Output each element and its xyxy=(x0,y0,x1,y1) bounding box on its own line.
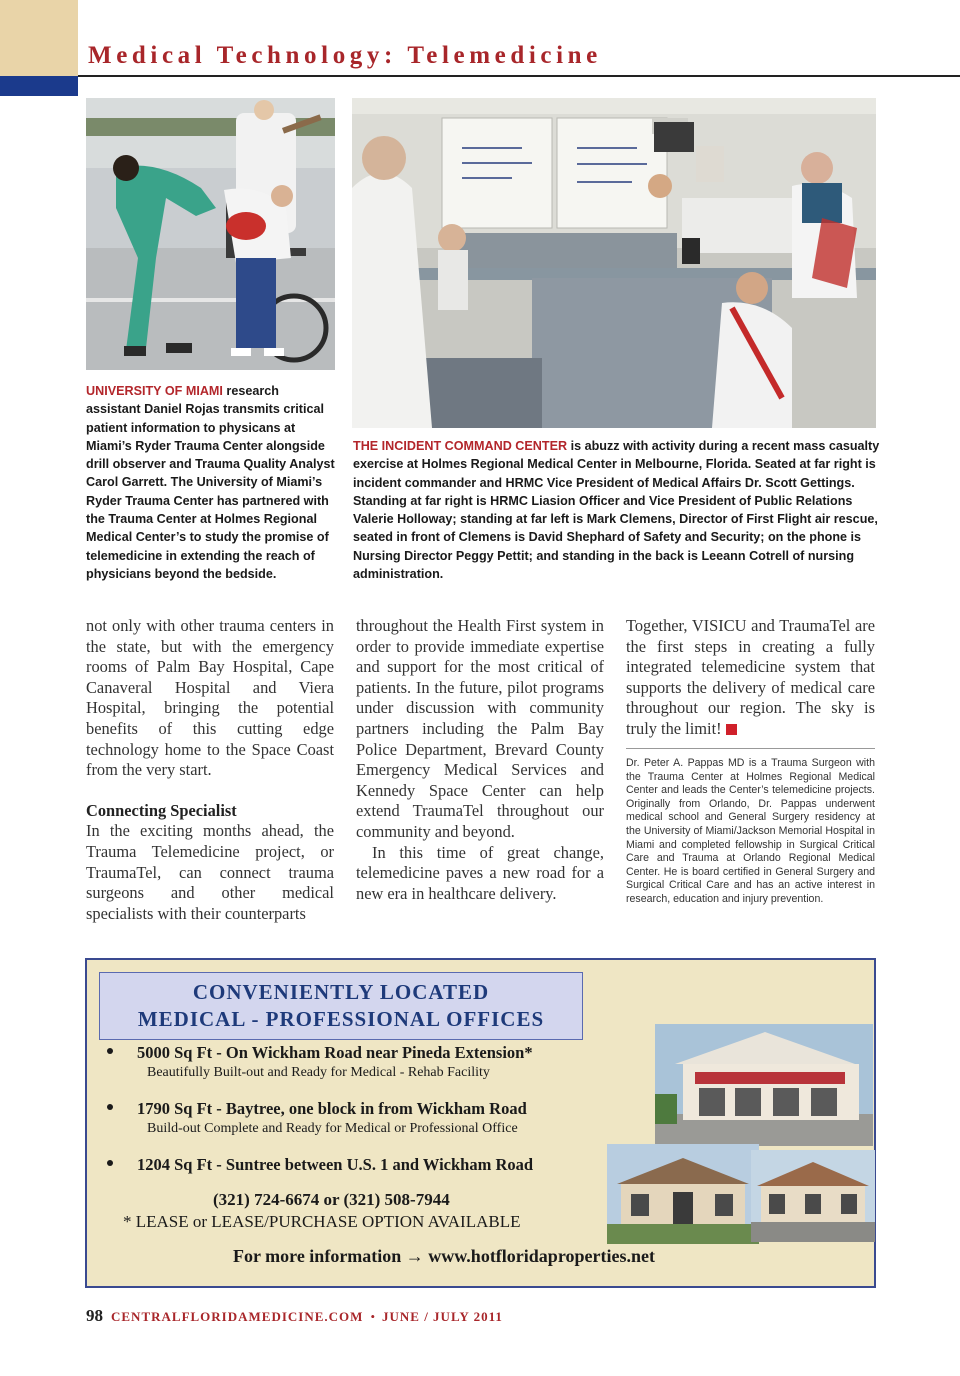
article-subhead: Connecting Specialist xyxy=(86,800,237,820)
ad-listing-subtitle: Build-out Complete and Ready for Medical or Professional Office xyxy=(147,1121,518,1136)
photo-office-building-suntree xyxy=(751,1150,875,1242)
ad-banner xyxy=(99,972,583,1040)
advertisement-offices xyxy=(85,958,876,1288)
section-title: Medical Technology: Telemedicine xyxy=(88,42,602,69)
article-column-1 xyxy=(86,616,334,924)
ad-listing xyxy=(101,1154,621,1176)
corner-accent-bar xyxy=(0,76,78,96)
bullet-icon xyxy=(107,1048,113,1054)
ad-listing-subtitle: Beautifully Built-out and Ready for Medical - Rehab Facility xyxy=(147,1065,490,1080)
caption-right-text: is abuzz with activity during a recent mass casualty exercise at Holmes Regional Medical Center in Melbourne, Florida. Seated at far right is incident commander and HRMC Vice President of Medical Affairs Dr. Scott Gettings. Standing at far right is HRMC Liasion Officer and Vice President of Public Relations Valerie Holloway; standing at far left is Mark Clemens, Director of First Flight air rescue, seated in front of Clemens is David Shephard of Safety and Security; on the phone is Nursing Director Peggy Pettit; and standing in the back is Leeann Cotrell of nursing administration. xyxy=(353,439,880,582)
bullet-icon xyxy=(107,1160,113,1166)
caption-left-photo xyxy=(86,382,336,583)
ad-listing-title: 1790 Sq Ft - Baytree, one block in from Wickham Road xyxy=(137,1099,527,1118)
end-of-article-mark xyxy=(726,724,737,735)
ad-listing-title: 1204 Sq Ft - Suntree between U.S. 1 and Wickham Road xyxy=(137,1155,534,1174)
photo-office-building-front xyxy=(655,1024,873,1146)
ad-banner-line-2: MEDICAL - PROFESSIONAL OFFICES xyxy=(137,1007,545,1031)
caption-left-text: research assistant Daniel Rojas transmits critical patient information to physicans at Miami’s Ryder Trauma Center alongside drill observer and Trauma Quality Analyst Carol Garrett. The University of Miami’s Ryder Trauma Center has partnered with the Trauma Center at Holmes Regional Medical Center’s to study the promise of telemedicine in extending the reach of physicians beyond the bedside. xyxy=(86,384,335,581)
ad-listing xyxy=(101,1098,621,1137)
caption-right-photo xyxy=(353,437,881,583)
ad-listing xyxy=(101,1042,621,1081)
ad-phone-numbers: (321) 724-6674 or (321) 508-7944 xyxy=(213,1190,450,1209)
photo-incident-command-center xyxy=(352,98,876,428)
bullet-icon xyxy=(107,1104,113,1110)
page-footer xyxy=(86,1306,503,1326)
ad-banner-line-1: CONVENIENTLY LOCATED xyxy=(192,980,490,1004)
article-paragraph: In this time of great change, telemedicine paves a new road for a new era in healthcare delivery. xyxy=(356,842,604,903)
article-paragraph: throughout the Health First system in order to provide immediate expertise and support for the most critical of patients. In the future, pilot programs under discussion with community partners including the Palm Bay Police Department, Brevard County Emergency Medical Services and Kennedy Space Center can help extend TraumaTel throughout our community and beyond. xyxy=(356,616,604,841)
header-rule xyxy=(78,75,960,77)
bio-divider xyxy=(626,748,875,749)
page-number: 98 xyxy=(86,1306,103,1325)
caption-right-lead: THE INCIDENT COMMAND CENTER xyxy=(353,439,568,453)
author-bio: Dr. Peter A. Pappas MD is a Trauma Surgeon with the Trauma Center at Holmes Regional Medical Center and leads the Center’s telemedicine projects. Originally from Orlando, Dr. Pappas underwent medical school and General Surgery residency at the University of Miami/Jackson Memorial Hospital in Miami and completed fellowship in Surgical Critical Care and Trauma at Orlando Regional Medical Center. He is board certified in General Surgery and Surgical Critical Care and has an active interest in research, education and injury prevention. xyxy=(626,757,875,905)
ad-listing-title: 5000 Sq Ft - On Wickham Road near Pineda Extension* xyxy=(137,1043,533,1062)
footer-separator: • xyxy=(370,1309,375,1324)
article-closing-text: Together, VISICU and TraumaTel are the first steps in creating a fully integrated telemedicine system that supports the delivery of medical care throughout our region. The sky is truly the limit! xyxy=(626,616,875,738)
article-column-3 xyxy=(626,616,875,740)
article-paragraph xyxy=(626,616,875,740)
photo-trauma-drill xyxy=(86,98,335,370)
caption-left-lead: UNIVERSITY OF MIAMI xyxy=(86,384,223,398)
article-column-2 xyxy=(356,616,604,904)
photo-office-building-baytree xyxy=(607,1144,759,1244)
ad-lease-option: * LEASE or LEASE/PURCHASE OPTION AVAILABLE xyxy=(123,1212,521,1231)
article-paragraph: not only with other trauma centers in the state, but with the emergency rooms of Palm Bay Hospital, Cape Canaveral Hospital and Viera Hospital, bringing the potential benefits of this cutting edge technology home to the Space Coast from the very start. xyxy=(86,616,334,780)
ad-website-link[interactable]: For more information → www.hotfloridaproperties.net xyxy=(233,1246,655,1266)
footer-issue-date: JUNE / JULY 2011 xyxy=(382,1309,503,1324)
footer-site: CENTRALFLORIDAMEDICINE.COM xyxy=(111,1309,364,1324)
article-paragraph: In the exciting months ahead, the Trauma Telemedicine project, or TraumaTel, can connect trauma surgeons and other medical specialists with their counterparts xyxy=(86,821,334,923)
